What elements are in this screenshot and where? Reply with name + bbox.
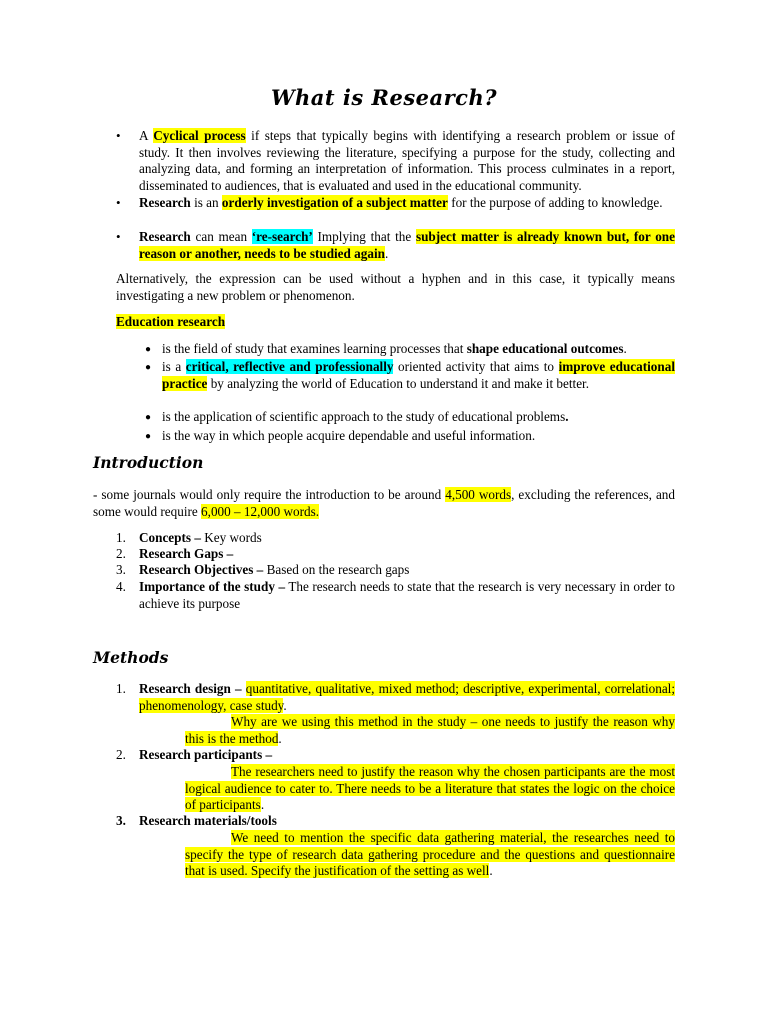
bold-term: Research materials/tools xyxy=(139,813,277,828)
method-research-design xyxy=(139,681,675,714)
method-research-design-note xyxy=(185,714,675,747)
intro-list-item-concepts xyxy=(139,530,675,547)
text: Based on the research gaps xyxy=(263,562,410,577)
method-research-participants xyxy=(139,747,675,764)
text: . xyxy=(260,797,265,812)
bullet-icon: • xyxy=(116,229,121,244)
highlight-4500-words: 4,500 words xyxy=(445,487,512,502)
bold-term: shape educational outcomes xyxy=(466,341,624,356)
bullet-research-definition xyxy=(139,195,675,212)
method-research-materials xyxy=(139,813,675,830)
text: is the field of study that examines learning processes that xyxy=(162,341,467,356)
highlight-participants-note: The researchers need to justify the reason why the chosen participants are the most logical audience to cater to. There needs to be a literature that states the logic on the choice of participants xyxy=(185,764,675,812)
bullet-icon: ● xyxy=(145,362,152,373)
method-research-participants-note xyxy=(185,764,675,814)
highlight-orderly-investigation: orderly investigation of a subject matter xyxy=(221,195,448,210)
highlight-education-research: Education research xyxy=(116,314,226,329)
bold-term: Importance of the study – xyxy=(139,579,286,594)
edu-bullet-2 xyxy=(162,359,675,392)
edu-bullet-1 xyxy=(162,341,675,358)
text: The research needs to state that the research is very necessary in order to achieve its purpose xyxy=(139,579,675,611)
bold-term: Research Objectives – xyxy=(139,562,264,577)
highlight-subject-matter: subject matter is already known but, for one reason or another, needs to be studied again xyxy=(139,229,675,261)
paragraph-alternatively: Alternatively, the expression can be used without a hyphen and in this case, it typically means investigating a new problem or phenomenon. xyxy=(116,271,675,303)
introduction-paragraph xyxy=(93,487,675,520)
bullet-cyclical-process xyxy=(139,128,675,194)
list-number: 1. xyxy=(116,530,126,545)
highlight-design-note: Why are we using this method in the study – one needs to justify the reason why this is the method xyxy=(185,714,675,746)
text: can mean xyxy=(190,229,252,244)
highlight-materials-note: We need to mention the specific data gathering material, the researches need to specify the type of research data gathering procedure and the questions and questionnaire that is used. Specify the justification of the setting as well xyxy=(185,830,675,878)
highlight-improve-practice: improve educational practice xyxy=(162,359,675,391)
highlight-design-types: quantitative, qualitative, mixed method; descriptive, experimental, correlational; phenomenology, case study xyxy=(139,681,676,713)
list-number: 2. xyxy=(116,747,126,762)
bold-term: Concepts – xyxy=(139,530,201,545)
list-number: 1. xyxy=(116,681,126,696)
bold-term: Research participants – xyxy=(139,747,273,762)
intro-list-item-importance xyxy=(139,579,675,612)
text: . xyxy=(489,863,493,878)
text: . xyxy=(384,245,389,261)
methods-heading: Methods xyxy=(93,648,169,667)
text: is an xyxy=(190,195,222,210)
text: oriented activity that aims to xyxy=(393,359,559,374)
text: A xyxy=(139,128,154,143)
bullet-re-search xyxy=(139,229,675,262)
text: for the purpose of adding to knowledge. xyxy=(447,195,663,210)
highlight-cyclical-process: Cyclical process xyxy=(153,128,246,143)
introduction-heading: Introduction xyxy=(93,453,204,472)
text: - some journals would only require the introduction to be around xyxy=(93,487,446,502)
list-number: 3. xyxy=(116,562,126,577)
bullet-icon: ● xyxy=(145,412,152,423)
bold-term: Research xyxy=(139,229,191,244)
intro-list-item-objectives xyxy=(139,562,675,579)
highlight-6000-12000-words: 6,000 – 12,000 words. xyxy=(201,503,320,519)
bullet-icon: • xyxy=(116,195,121,210)
intro-list-item-gaps xyxy=(139,546,675,563)
bold-term: Research Gaps – xyxy=(139,546,234,561)
text: , excluding the references, and some would require xyxy=(93,487,675,519)
text: . xyxy=(283,697,287,713)
edu-bullet-4 xyxy=(162,428,675,445)
page-title: What is Research? xyxy=(270,85,498,110)
education-research-label xyxy=(116,314,225,331)
edu-bullet-3 xyxy=(162,409,675,426)
text: by analyzing the world of Education to understand it and make it better. xyxy=(207,375,590,391)
bold-term: Research xyxy=(139,195,191,210)
text: is the application of scientific approach to the study of educational problems xyxy=(162,409,566,424)
text: Key words xyxy=(200,530,262,545)
highlight-critical-reflective: critical, reflective and professionally xyxy=(185,359,394,374)
text: . xyxy=(565,409,569,424)
text: if steps that typically begins with identifying a research problem or issue of study. It then involves reviewing the literature, specifying a purpose for the study, collecting and analyzing data, and forming an interpretation of information. This process culminates in a report, disseminated to audiences, that is evaluated and used in the educational community. xyxy=(139,128,675,193)
list-number: 3. xyxy=(116,813,126,828)
list-number: 4. xyxy=(116,579,126,594)
method-research-materials-note xyxy=(185,830,675,880)
text: . xyxy=(623,341,627,356)
bullet-icon: ● xyxy=(145,344,152,355)
text: is a xyxy=(162,359,186,374)
text: Implying that the xyxy=(312,229,416,244)
list-number: 2. xyxy=(116,546,126,561)
highlight-re-search: ‘re-search’ xyxy=(251,229,313,244)
text: . xyxy=(278,730,282,746)
bullet-icon: • xyxy=(116,128,121,143)
bullet-icon: ● xyxy=(145,431,152,442)
bold-term: Research design – xyxy=(139,681,242,696)
text: is the way in which people acquire dependable and useful information. xyxy=(162,428,536,443)
